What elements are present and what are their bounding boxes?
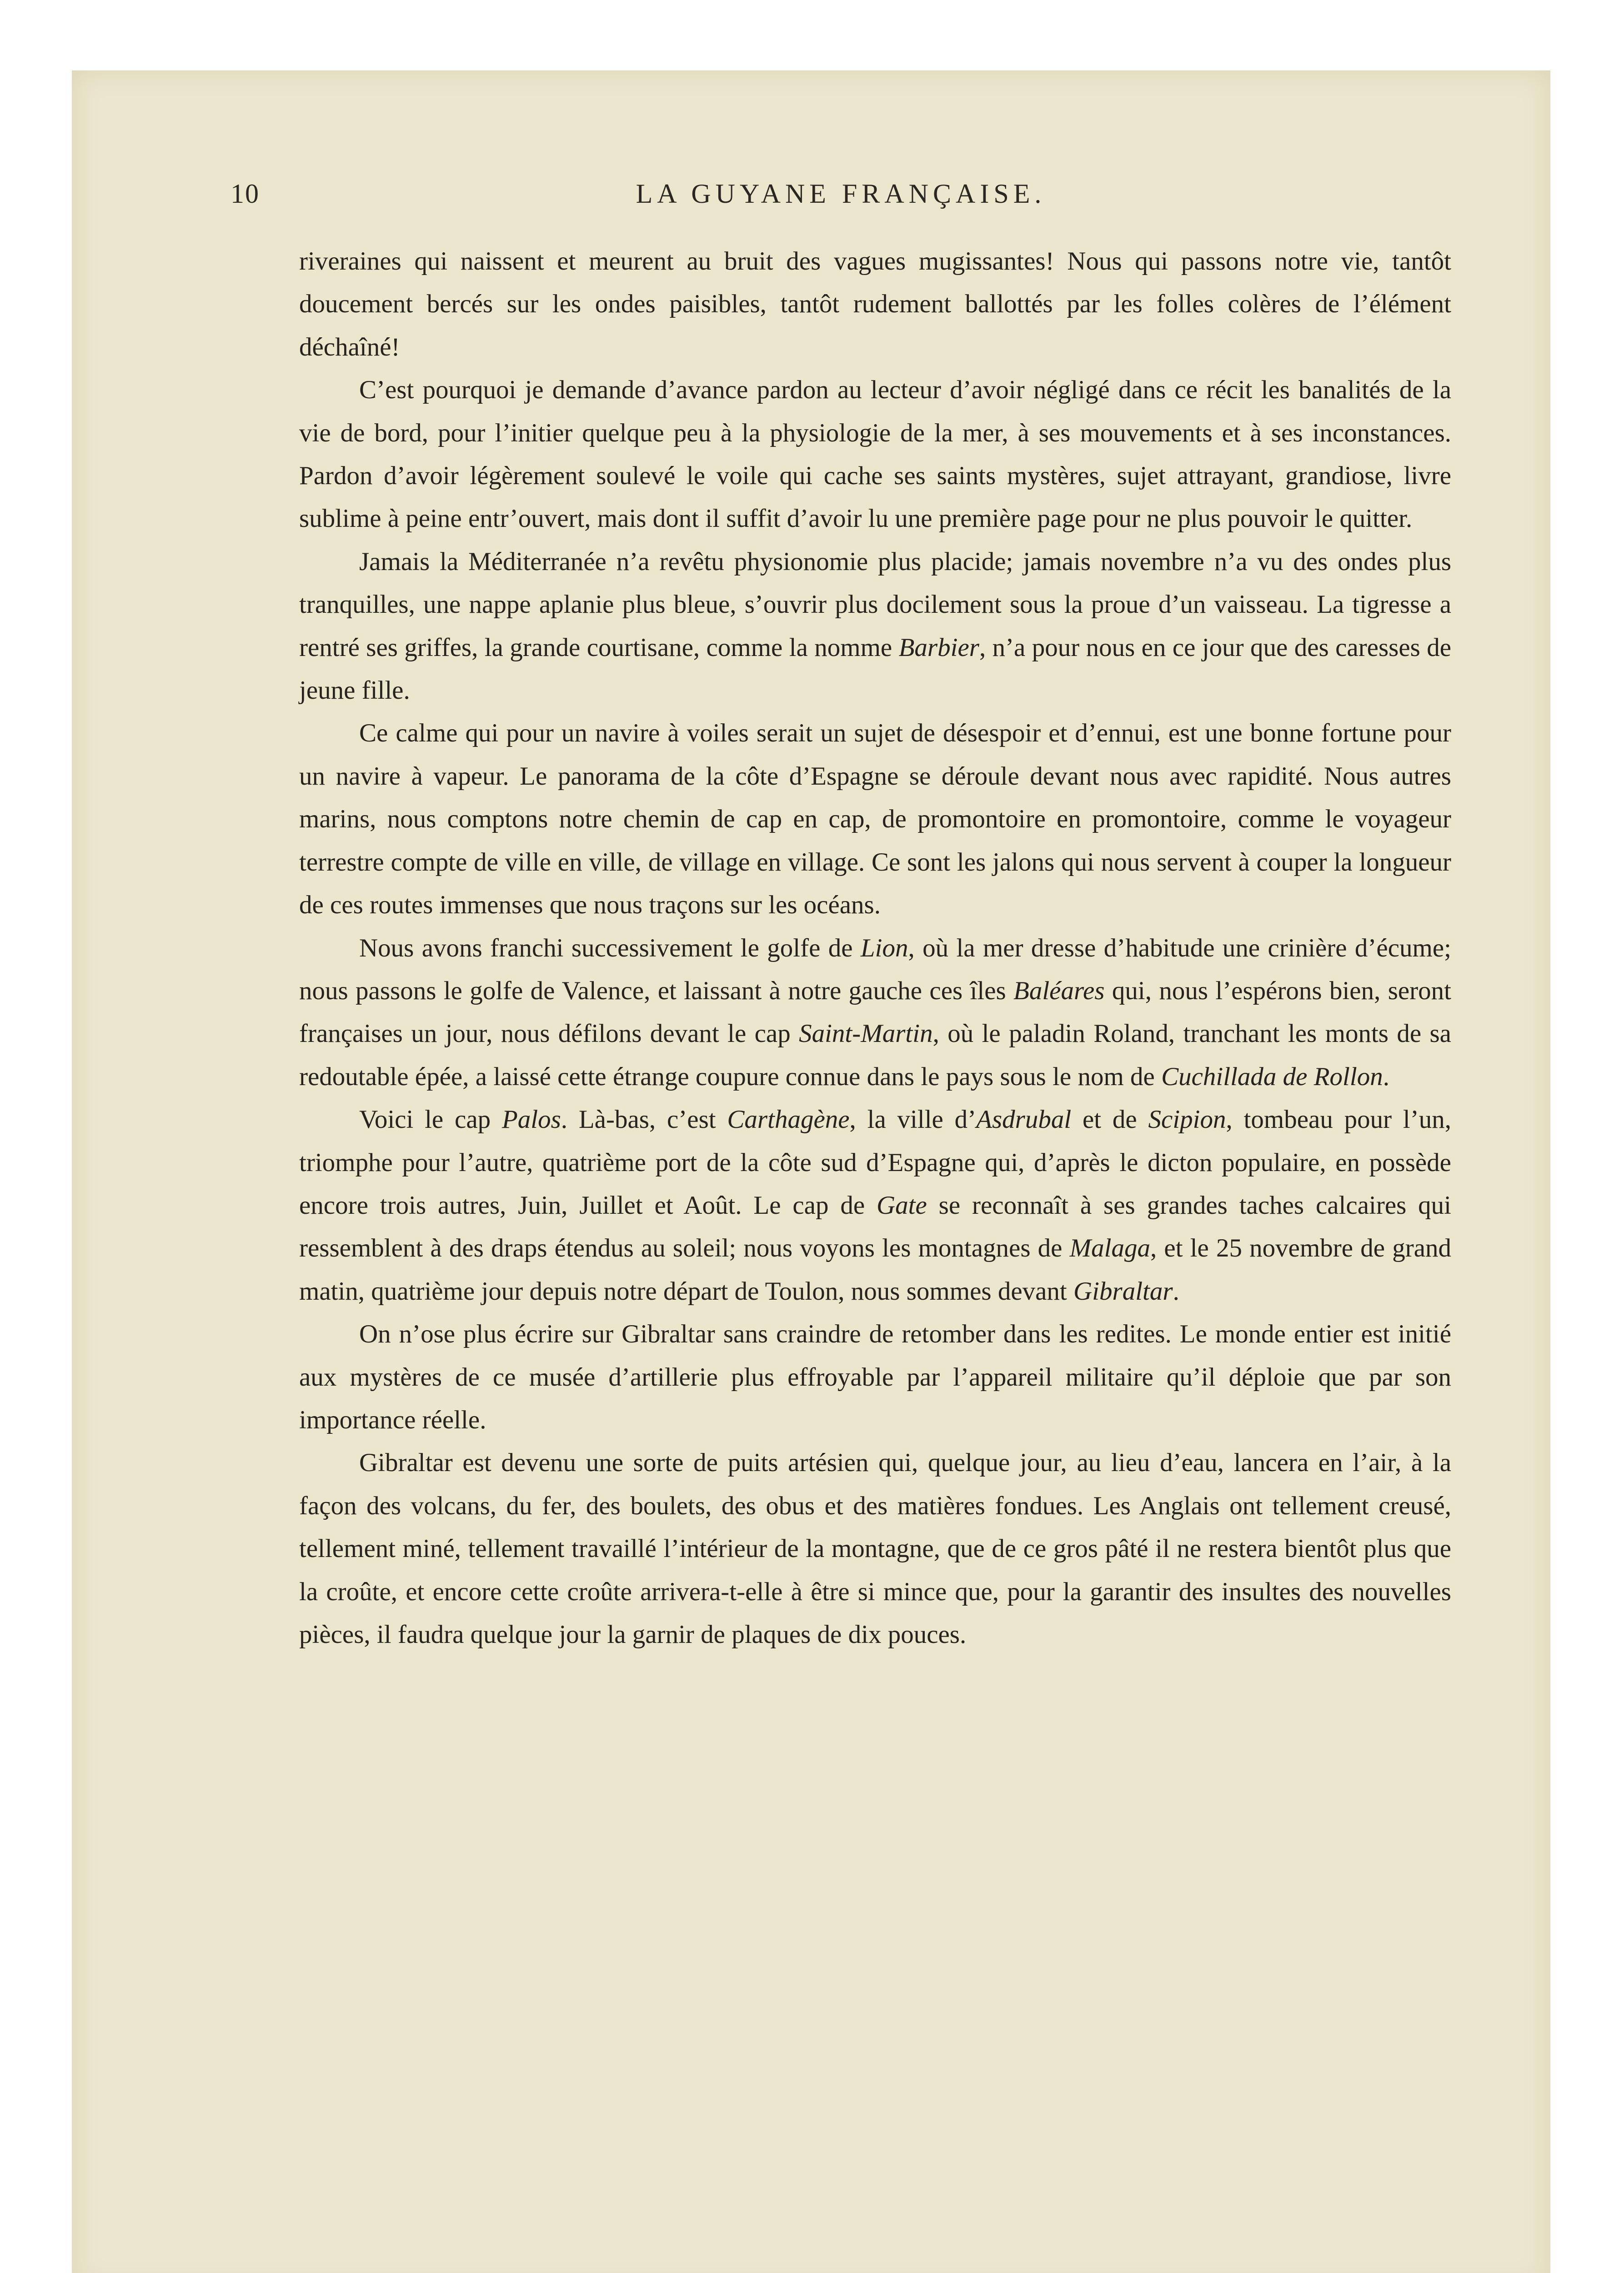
italic-term: Cuchillada de Rollon	[1161, 1062, 1383, 1091]
paragraph	[299, 1313, 1451, 1442]
paragraph	[299, 927, 1451, 1099]
italic-term: Lion	[860, 933, 908, 962]
text-run: , où le paladin Roland, tranchant les monts de sa redoutable épée, a laissé cette étrange coupure connue dans le pays sous le nom de	[299, 1019, 1451, 1091]
text-run: , où la mer dresse d’habitude une crinière d’écume; nous passons le golfe de Valence, et laissant à notre gauche ces îles	[299, 933, 1451, 1005]
text-run: .	[1173, 1277, 1179, 1306]
text-run: et de	[1071, 1105, 1148, 1134]
italic-term: Malaga	[1069, 1234, 1150, 1263]
text-run: , et le 25 novembre de grand matin, quatrième jour depuis notre départ de Toulon, nous sommes devant	[299, 1234, 1451, 1306]
text-run: qui, nous l’espérons bien, seront françaises un jour, nous défilons devant le cap	[299, 976, 1451, 1048]
paragraph	[299, 1098, 1451, 1313]
body-text	[299, 240, 1451, 1656]
text-run: Ce calme qui pour un navire à voiles serait un sujet de désespoir et d’ennui, est une bonne fortune pour un navire à vapeur. Le panorama de la côte d’Espagne se déroule devant nous avec rapidité. Nous autres marins, nous comptons notre chemin de cap en cap, de promontoire en promontoire, comme le voyageur terrestre compte de ville en ville, de village en village. Ce sont les jalons qui nous servent à couper la longueur de ces routes immenses que nous traçons sur les océans.	[299, 719, 1451, 920]
text-run: C’est pourquoi je demande d’avance pardon au lecteur d’avoir négligé dans ce récit les banalités de la vie de bord, pour l’initier quelque peu à la physiologie de la mer, à ses mouvements et à ses inconstances. Pardon d’avoir légèrement soulevé le voile qui cache ses saints mystères, sujet attrayant, grandiose, livre sublime à peine entr’ouvert, mais dont il suffit d’avoir lu une première page pour ne plus pouvoir le quitter.	[299, 375, 1451, 533]
italic-term: Scipion	[1148, 1105, 1226, 1134]
italic-term: Gibraltar	[1073, 1277, 1173, 1306]
italic-term: Palos	[501, 1105, 561, 1134]
text-run: . Là-bas, c’est	[561, 1105, 727, 1134]
italic-term: Gate	[876, 1191, 927, 1220]
paragraph	[299, 369, 1451, 541]
italic-term: Saint-Martin	[799, 1019, 933, 1048]
paragraph	[299, 1442, 1451, 1656]
italic-term: Baléares	[1013, 976, 1105, 1005]
text-run: .	[1383, 1062, 1389, 1091]
text-run: riveraines qui naissent et meurent au bruit des vagues mugissantes! Nous qui passons notre vie, tantôt doucement bercés sur les ondes paisibles, tantôt rudement ballottés par les folles colères de l’élément déchaîné!	[299, 247, 1451, 361]
text-run: Jamais la Méditerranée n’a revêtu physionomie plus placide; jamais novembre n’a vu des ondes plus tranquilles, une nappe aplanie plus bleue, s’ouvrir plus docilement sous la proue d’un vaisseau. La tigresse a rentré ses griffes, la grande courtisane, comme la nomme	[299, 547, 1451, 662]
paragraph	[299, 240, 1451, 369]
running-title: LA GUYANE FRANÇAISE.	[636, 179, 1046, 209]
text-run: Nous avons franchi successivement le golfe de	[359, 933, 861, 962]
text-run: , tombeau pour l’un, triomphe pour l’autre, quatrième port de la côte sud d’Espagne qui, d’après le dicton populaire, en possède encore trois autres, Juin, Juillet et Août. Le cap de	[299, 1105, 1452, 1220]
paragraph	[299, 712, 1451, 926]
text-run: Gibraltar est devenu une sorte de puits artésien qui, quelque jour, au lieu d’eau, lancera en l’air, à la façon des volcans, du fer, des boulets, des obus et des matières fondues. Les Anglais ont tellement creusé, tellement miné, tellement travaillé l’intérieur de la montagne, que de ce gros pâté il ne restera bientôt plus que la croûte, et encore cette croûte arrivera-t-elle à être si mince que, pour la garantir des insultes des nouvelles pièces, il faudra quelque jour la garnir de plaques de dix pouces.	[299, 1448, 1451, 1649]
italic-term: Carthagène	[727, 1105, 850, 1134]
text-run: , n’a pour nous en ce jour que des caresses de jeune fille.	[299, 633, 1452, 705]
page-number: 10	[231, 179, 260, 209]
text-run: se reconnaît à ses grandes taches calcaires qui ressemblent à des draps étendus au soleil; nous voyons les montagnes de	[299, 1191, 1451, 1263]
text-run: Voici le cap	[359, 1105, 502, 1134]
text-run: On n’ose plus écrire sur Gibraltar sans craindre de retomber dans les redites. Le monde entier est initié aux mystères de ce musée d’artillerie plus effroyable par l’appareil militaire qu’il déploie que par son importance réelle.	[299, 1320, 1451, 1434]
italic-term: Asdrubal	[976, 1105, 1072, 1134]
text-run: , la ville d’	[849, 1105, 977, 1134]
page-header	[231, 178, 1451, 228]
italic-term: Barbier	[898, 633, 979, 662]
paragraph	[299, 541, 1451, 712]
